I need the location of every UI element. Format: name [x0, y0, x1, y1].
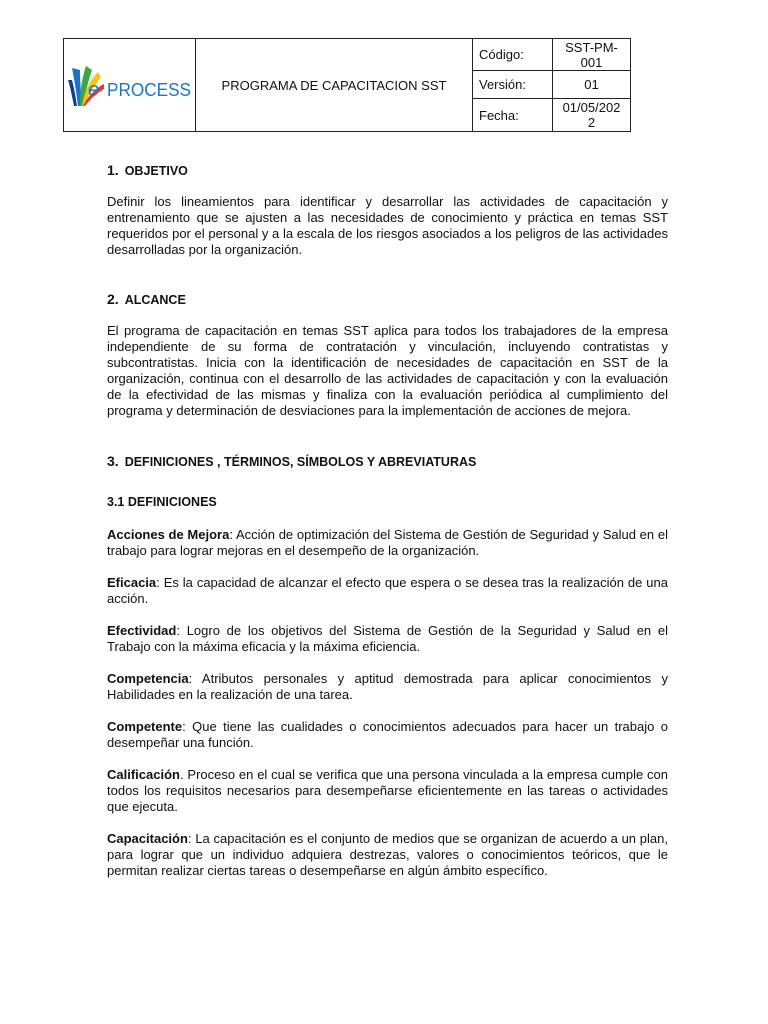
section-body-objetivo: Definir los lineamientos para identificar y desarrollar las actividades de capacitación y entrenamiento que se ajusten a las necesidades de conocimiento y práctica en temas SST requeridos por el personal y a la escala de los riesgos asociados a los peligros de las actividades desarrolladas por la organización.: [107, 194, 668, 257]
logo-e-letter: e: [87, 79, 99, 101]
version-value: 01: [553, 71, 631, 99]
definition-term: Competencia: [107, 671, 189, 686]
section-heading-alcance: 2. ALCANCE: [107, 291, 186, 307]
definition-term: Capacitación: [107, 831, 188, 846]
definition-term: Acciones de Mejora: [107, 527, 230, 542]
definition-item: [107, 671, 668, 703]
definition-text: Atributos personales y aptitud demostrada para aplicar conocimientos y Habilidades en la realización de una tarea.: [107, 671, 668, 702]
definition-separator: :: [188, 671, 193, 686]
definition-separator: :: [156, 575, 160, 590]
document-title: PROGRAMA DE CAPACITACION SST: [196, 39, 473, 132]
definition-term: Competente: [107, 719, 183, 734]
definition-separator: :: [176, 623, 180, 638]
definition-text: Acción de optimización del Sistema de Gestión de Seguridad y Salud en el trabajo para lograr mejoras en el desempeño de la organización.: [107, 527, 668, 558]
definition-text: Logro de los objetivos del Sistema de Gestión de la Seguridad y Salud en el Trabajo con la máxima eficacia y la máxima eficiencia.: [107, 623, 668, 654]
definition-item: [107, 623, 668, 655]
document-body: [107, 162, 668, 895]
definition-text: La capacitación es el conjunto de medios que se organizan de acuerdo a un plan, para lograr que un individuo adquiera destrezas, valores o conocimientos teóricos, que le permitan realizar ciertas tareas o desempeñarse en algún ámbito específico.: [107, 831, 668, 878]
definition-separator: :: [187, 831, 192, 846]
definition-separator: :: [229, 527, 233, 542]
section-heading-objetivo: 1. OBJETIVO: [107, 162, 188, 178]
definition-item: [107, 527, 668, 559]
definition-item: [107, 575, 668, 607]
definition-separator: :: [182, 719, 186, 734]
definition-text: Proceso en el cual se verifica que una persona vinculada a la empresa cumple con todos los requisitos necesarios para desempeñarse eficientemente en las tareas o actividades que ejecuta.: [107, 767, 668, 814]
definition-text: Que tiene las cualidades o conocimientos adecuados para hacer un trabajo o desempeñar una función.: [107, 719, 668, 750]
document-header-table: [63, 38, 631, 132]
code-value: SST-PM- 001: [553, 39, 631, 71]
definition-item: [107, 719, 668, 751]
definitions-list: [107, 527, 668, 879]
logo-cell: [64, 39, 196, 132]
definition-item: [107, 767, 668, 815]
version-label: Versión:: [473, 71, 553, 99]
date-label: Fecha:: [473, 99, 553, 132]
definition-text: Es la capacidad de alcanzar el efecto que espera o se desea tras la realización de una acción.: [107, 575, 668, 606]
definition-item: [107, 831, 668, 879]
logo-dash: -: [100, 83, 104, 92]
code-label: Código:: [473, 39, 553, 71]
section-body-alcance: El programa de capacitación en temas SST aplica para todos los trabajadores de la empresa independiente de su forma de contratación y vinculación, incluyendo contratistas y subcontratistas. Inicia con la identificación de necesidades de capacitación en SST de la organización, continua con el desarrollo de las actividades de capacitación y con la evaluación de la efectividad de las mismas y finaliza con la evaluación periódica al cumplimiento del programa y determinación de desviaciones para la implementación de acciones de mejora.: [107, 323, 668, 418]
date-value: 01/05/202 2: [553, 99, 631, 132]
definition-term: Eficacia: [107, 575, 157, 590]
subsection-heading-definiciones: 3.1 DEFINICIONES: [107, 495, 217, 509]
eprocess-logo: [68, 60, 192, 110]
definition-term: Efectividad: [107, 623, 177, 638]
logo-text: PROCESS: [106, 80, 191, 100]
definition-term: Calificación: [107, 767, 180, 782]
definition-separator: .: [179, 767, 184, 782]
section-heading-definiciones: 3. DEFINICIONES , TÉRMINOS, SÍMBOLOS Y ABREVIATURAS: [107, 453, 477, 469]
